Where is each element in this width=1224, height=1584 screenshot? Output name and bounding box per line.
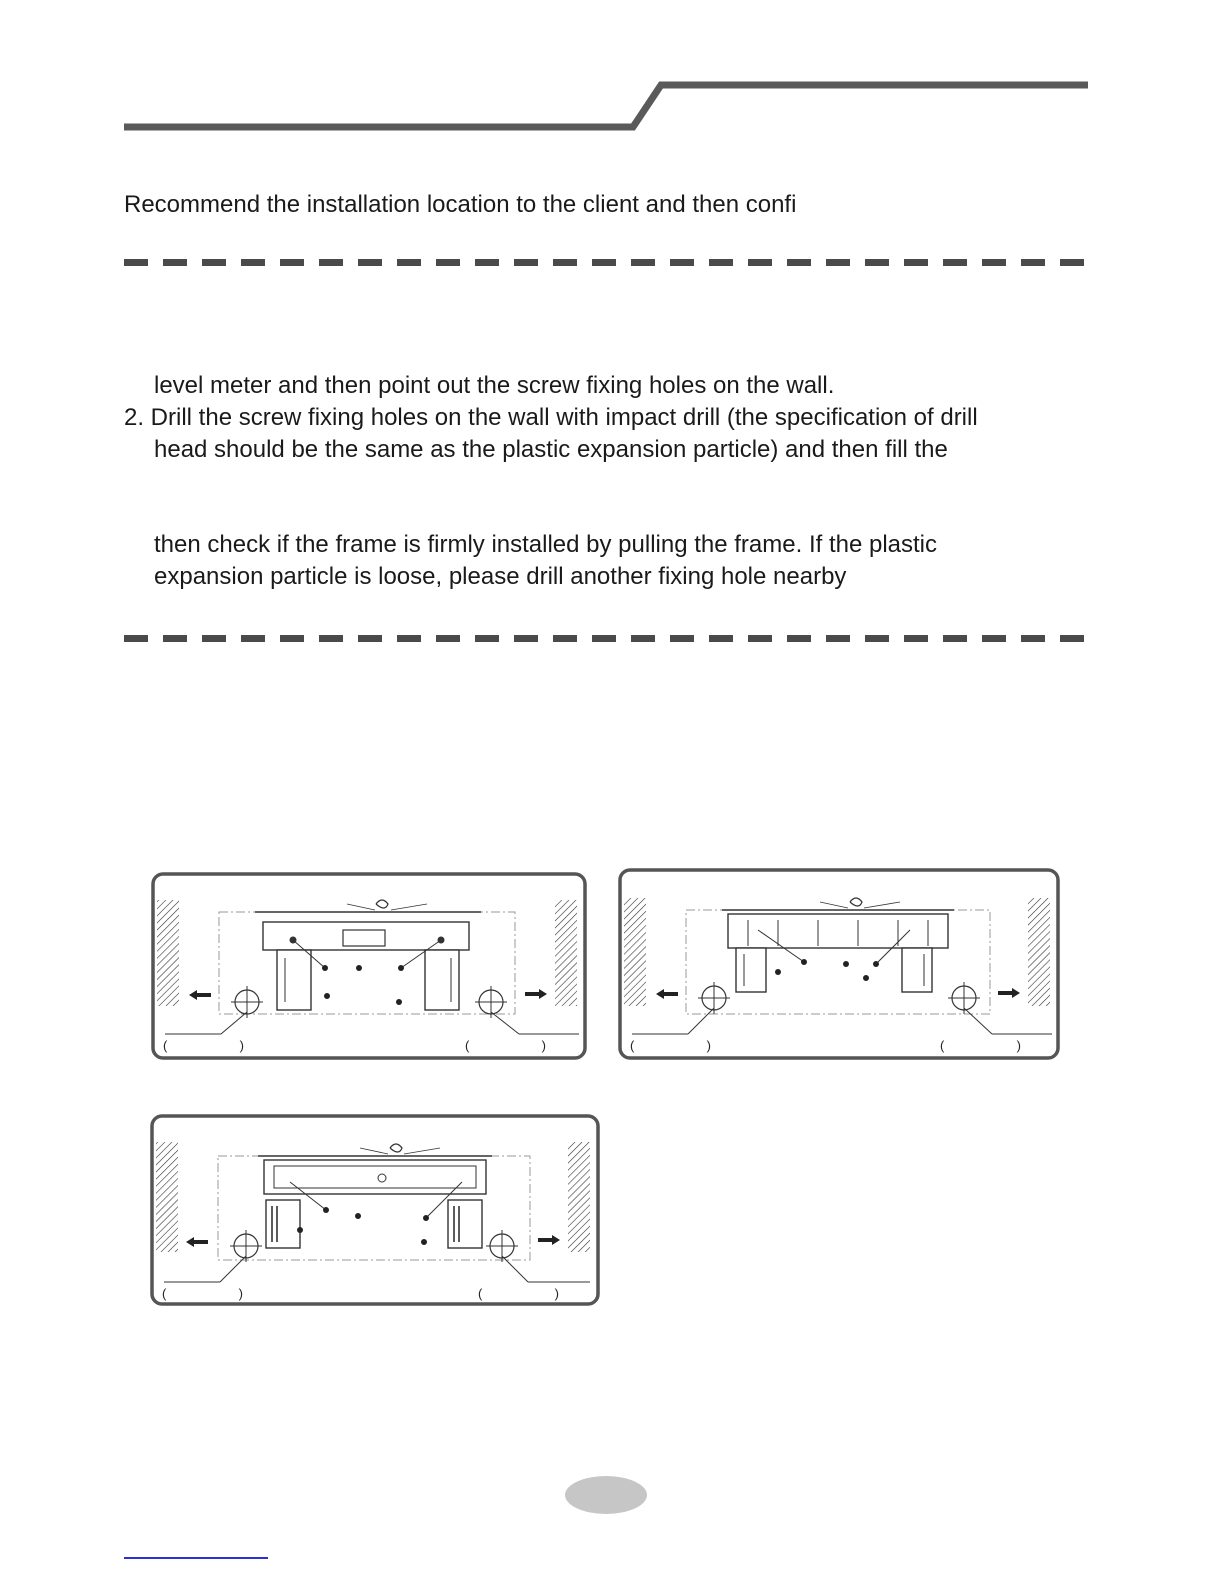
pipe-hole-label-right: ( )	[465, 1038, 546, 1053]
wall-left	[157, 900, 179, 1006]
dashed-divider-bottom	[124, 635, 1088, 642]
wall-right	[568, 1142, 590, 1252]
bracket-figure-1	[151, 872, 587, 1062]
wall-left	[156, 1142, 178, 1252]
intro-text: Recommend the installation location to the client and then confi	[124, 191, 797, 218]
pipe-hole-label-right: ( )	[940, 1038, 1021, 1053]
pipe-hole-label-left: ( )	[630, 1038, 711, 1053]
bracket-figure-3	[150, 1114, 600, 1308]
bracket-figure-2	[618, 868, 1060, 1062]
footer-link-underline	[124, 1557, 268, 1559]
step-line: expansion particle is loose, please drill another fixing hole nearby	[154, 563, 847, 590]
step-line: then check if the frame is firmly installed by pulling the frame. If the plastic	[154, 531, 938, 558]
pipe-hole-label-left: ( )	[163, 1038, 244, 1053]
wall-left	[624, 898, 646, 1006]
step-line: 2. Drill the screw fixing holes on the wall with impact drill (the specification of drill	[124, 404, 978, 431]
wall-right	[555, 900, 577, 1006]
pipe-hole-label-left: ( )	[162, 1286, 243, 1301]
dashed-divider-top	[124, 259, 1088, 266]
step-line: level meter and then point out the screw fixing holes on the wall.	[154, 372, 835, 399]
wall-right	[1028, 898, 1050, 1006]
header-rule	[0, 0, 1224, 140]
step-line: head should be the same as the plastic expansion particle) and then fill the	[154, 436, 948, 463]
pipe-hole-label-right: ( )	[478, 1286, 559, 1301]
page-number-badge	[565, 1476, 647, 1514]
